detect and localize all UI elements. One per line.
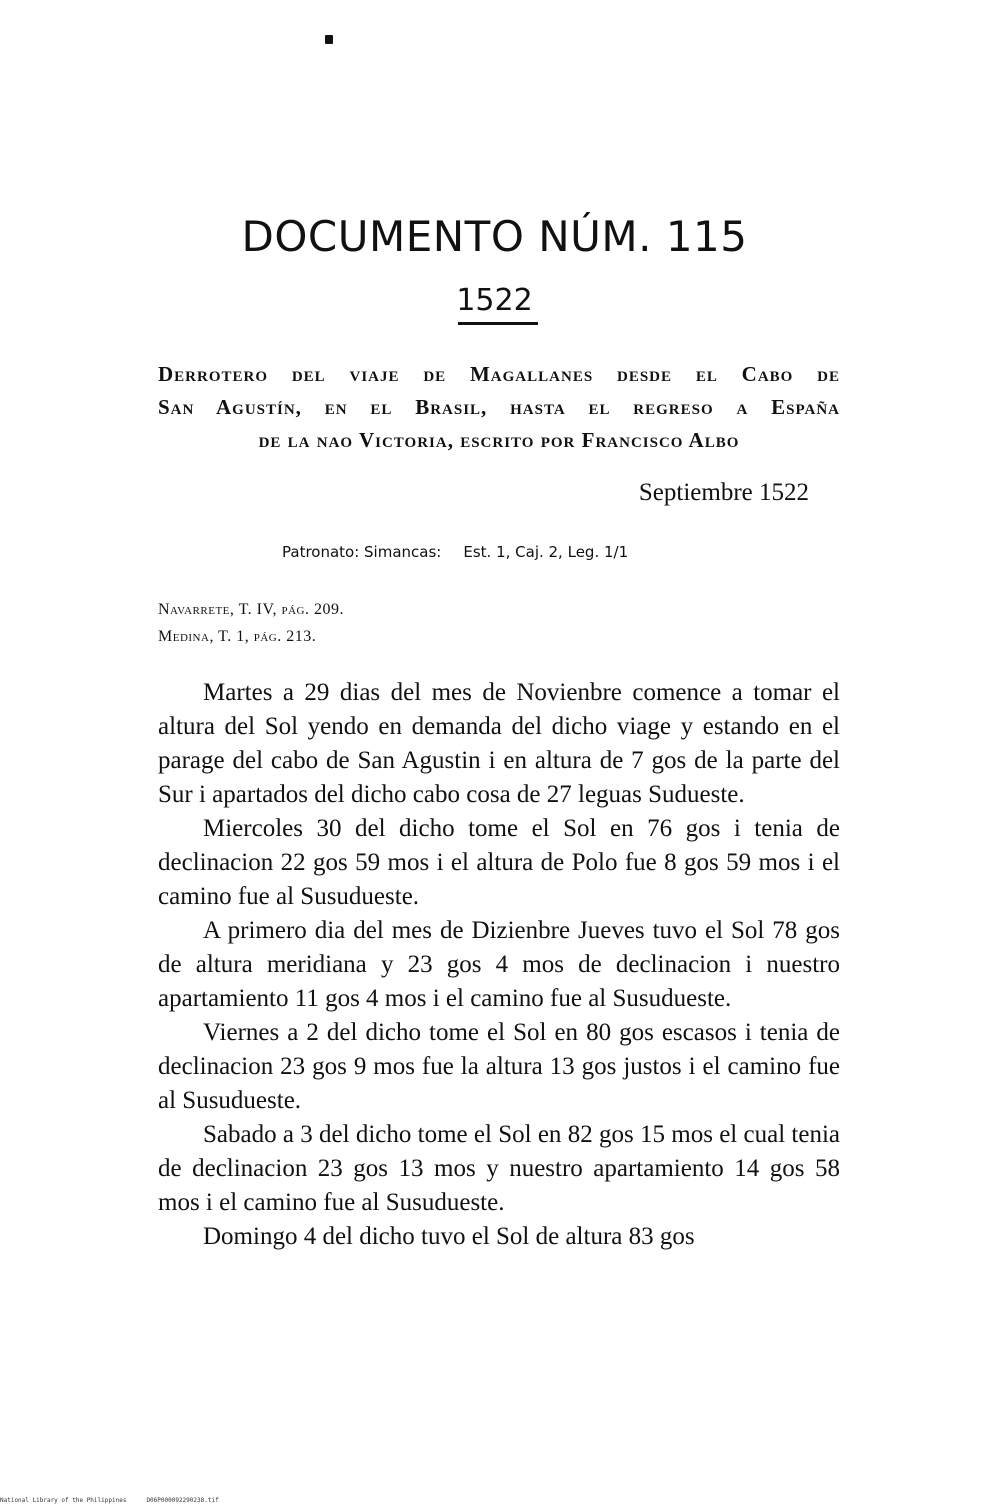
ink-mark [325, 35, 333, 44]
subtitle-line: San Agustín, en el Brasil, hasta el regreso a España [158, 395, 840, 419]
document-title: DOCUMENTO NÚM. 115 [241, 212, 748, 261]
year-underline [458, 322, 538, 325]
document-subtitle [158, 358, 840, 457]
paragraph: Domingo 4 del dicho tuvo el Sol de altura 83 gos [203, 1223, 695, 1250]
paragraph: Miercoles 30 del dicho tome el Sol en 76 gos i tenia de declinacion 22 gos 59 mos i el altura de Polo fue 8 gos 59 mos i el camino fue al Susudueste. [158, 815, 840, 910]
reference-line: Navarrete, T. IV, pág. 209. [158, 601, 345, 618]
paragraph: Sabado a 3 del dicho tome el Sol en 82 gos 15 mos el cual tenia de declinacion 23 gos 13 mos y nuestro apartamiento 14 gos 58 mos i el camino fue al Susudueste. [158, 1121, 840, 1216]
footer-file: D06P000092290238.tif [146, 1497, 219, 1504]
paragraph: A primero dia del mes de Dizienbre Jueves tuvo el Sol 78 gos de altura meridiana y 23 gos 4 mos de declinacion i nuestro apartamiento 11 gos 4 mos i el camino fue al Susudueste. [158, 917, 840, 1012]
archive-source: Patronato: Simancas: [282, 543, 442, 561]
subtitle-line: Derrotero del viaje de Magallanes desde el Cabo de [158, 362, 840, 386]
scan-footer [0, 1497, 219, 1504]
bibliographic-references [158, 596, 344, 650]
document-body [158, 676, 840, 1254]
paragraph: Martes a 29 dias del mes de Novienbre comence a tomar el altura del Sol yendo en demanda del dicho viage y estando en el parage del cabo de San Agustin i en altura de 7 gos de la parte del Sur i apartados del dicho cabo cosa de 27 leguas Sudueste. [158, 679, 840, 808]
footer-library: National Library of the Philippines [0, 1497, 127, 1504]
archive-location: Est. 1, Caj. 2, Leg. 1/1 [463, 543, 629, 561]
paragraph: Viernes a 2 del dicho tome el Sol en 80 gos escasos i tenia de declinacion 23 gos 9 mos fue la altura 13 gos justos i el camino fue al Susudueste. [158, 1019, 840, 1114]
document-date: Septiembre 1522 [638, 479, 809, 506]
document-year: 1522 [456, 283, 533, 318]
subtitle-line: de la nao Victoria, escrito por Francisco Albo [258, 428, 740, 452]
archive-reference [282, 543, 628, 561]
reference-line: Medina, T. 1, pág. 213. [158, 628, 317, 645]
